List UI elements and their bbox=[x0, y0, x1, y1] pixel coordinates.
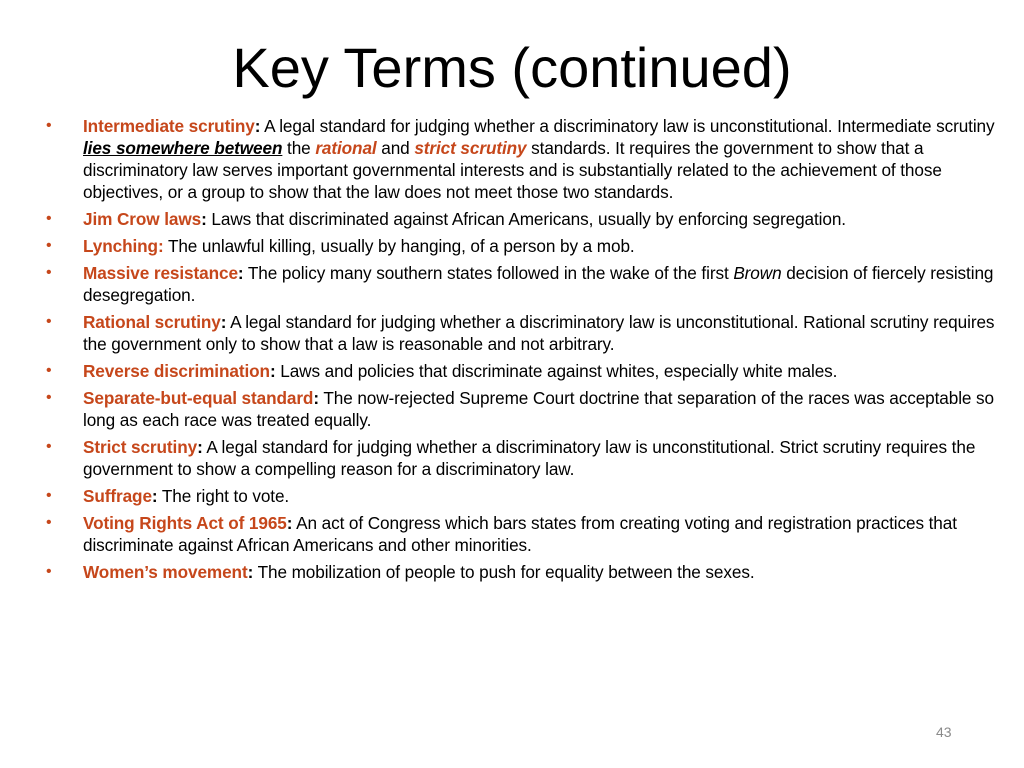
term-colon: : bbox=[313, 388, 319, 408]
term-colon: : bbox=[151, 486, 158, 506]
bullet-icon: • bbox=[46, 389, 52, 406]
term-lynching bbox=[46, 235, 1018, 257]
term-name: Rational scrutiny bbox=[83, 312, 221, 332]
page-number: 43 bbox=[936, 724, 952, 740]
term-definition: Laws that discriminated against African Americans, usually by enforcing segregation. bbox=[206, 209, 846, 229]
bullet-icon: • bbox=[46, 563, 52, 580]
term-name: Separate-but-equal standard bbox=[83, 388, 314, 408]
emphasis-text: lies somewhere between bbox=[83, 138, 283, 158]
term-massive-resistance bbox=[46, 262, 1018, 306]
term-colon: : bbox=[269, 361, 276, 381]
term-definition: standards. It requires the government to show that a discriminatory law serves important governmental interests and is substantially related to the achievement of those objectives, or a group to show that the law does not meet those two standards. bbox=[83, 138, 942, 202]
term-colon: : bbox=[197, 437, 203, 457]
term-definition: decision of fiercely resisting desegregation. bbox=[83, 263, 994, 305]
term-definition: and bbox=[376, 138, 415, 158]
bullet-icon: • bbox=[46, 438, 52, 455]
bullet-icon: • bbox=[46, 210, 52, 227]
term-name: Lynching: bbox=[83, 236, 164, 256]
term-definition: the bbox=[282, 138, 316, 158]
term-colon: : bbox=[237, 263, 244, 283]
bullet-icon: • bbox=[46, 237, 52, 254]
slide-title: Key Terms (continued) bbox=[232, 36, 792, 99]
term-definition: The policy many southern states followed in the wake of the first bbox=[243, 263, 734, 283]
term-definition: The unlawful killing, usually by hanging, of a person by a mob. bbox=[163, 236, 635, 256]
term-name: Reverse discrimination bbox=[83, 361, 270, 381]
term-colon: : bbox=[286, 513, 293, 533]
term-definition: A legal standard for judging whether a discriminatory law is unconstitutional. Rational scrutiny requires the government only to show that a law is reasonable and not arbitrary. bbox=[83, 312, 995, 354]
term-definition: The right to vote. bbox=[157, 486, 290, 506]
key-terms-list bbox=[46, 115, 1018, 588]
term-name: Intermediate scrutiny bbox=[83, 116, 255, 136]
bullet-icon: • bbox=[46, 362, 52, 379]
term-separate-but-equal-standard bbox=[46, 387, 1018, 431]
bullet-icon: • bbox=[46, 117, 52, 134]
term-definition: A legal standard for judging whether a discriminatory law is unconstitutional. Intermediate scrutiny bbox=[260, 116, 995, 136]
emphasis-term-strict-scrutiny: strict scrutiny bbox=[414, 138, 527, 158]
term-definition: The now-rejected Supreme Court doctrine that separation of the races was acceptable so long as each race was treated equally. bbox=[83, 388, 995, 430]
term-suffrage bbox=[46, 485, 1018, 507]
term-jim-crow-laws bbox=[46, 208, 1018, 230]
term-colon: : bbox=[247, 562, 254, 582]
term-colon: : bbox=[220, 312, 227, 332]
bullet-icon: • bbox=[46, 313, 52, 330]
term-colon: : bbox=[201, 209, 207, 229]
bullet-icon: • bbox=[46, 264, 52, 281]
term-name: Suffrage bbox=[83, 486, 152, 506]
term-rational-scrutiny bbox=[46, 311, 1018, 355]
term-colon: : bbox=[254, 116, 261, 136]
term-definition: The mobilization of people to push for equality between the sexes. bbox=[253, 562, 755, 582]
bullet-icon: • bbox=[46, 487, 52, 504]
term-womens-movement bbox=[46, 561, 1018, 583]
term-strict-scrutiny bbox=[46, 436, 1018, 480]
term-name: Jim Crow laws bbox=[83, 209, 202, 229]
term-name: Women’s movement bbox=[83, 562, 248, 582]
term-definition: A legal standard for judging whether a discriminatory law is unconstitutional. Strict scrutiny requires the government to show a compelling reason for a discriminatory law. bbox=[83, 437, 976, 479]
case-name-brown: Brown bbox=[733, 263, 782, 283]
term-name: Voting Rights Act of 1965 bbox=[83, 513, 287, 533]
emphasis-term-rational: rational bbox=[315, 138, 377, 158]
term-name: Strict scrutiny bbox=[83, 437, 198, 457]
term-intermediate-scrutiny bbox=[46, 115, 1018, 203]
term-definition: Laws and policies that discriminate against whites, especially white males. bbox=[275, 361, 838, 381]
term-reverse-discrimination bbox=[46, 360, 1018, 382]
bullet-icon: • bbox=[46, 514, 52, 531]
term-definition: An act of Congress which bars states from creating voting and registration practices that discriminate against African Americans and other minorities. bbox=[83, 513, 957, 555]
term-voting-rights-act-1965 bbox=[46, 512, 1018, 556]
term-name: Massive resistance bbox=[83, 263, 238, 283]
